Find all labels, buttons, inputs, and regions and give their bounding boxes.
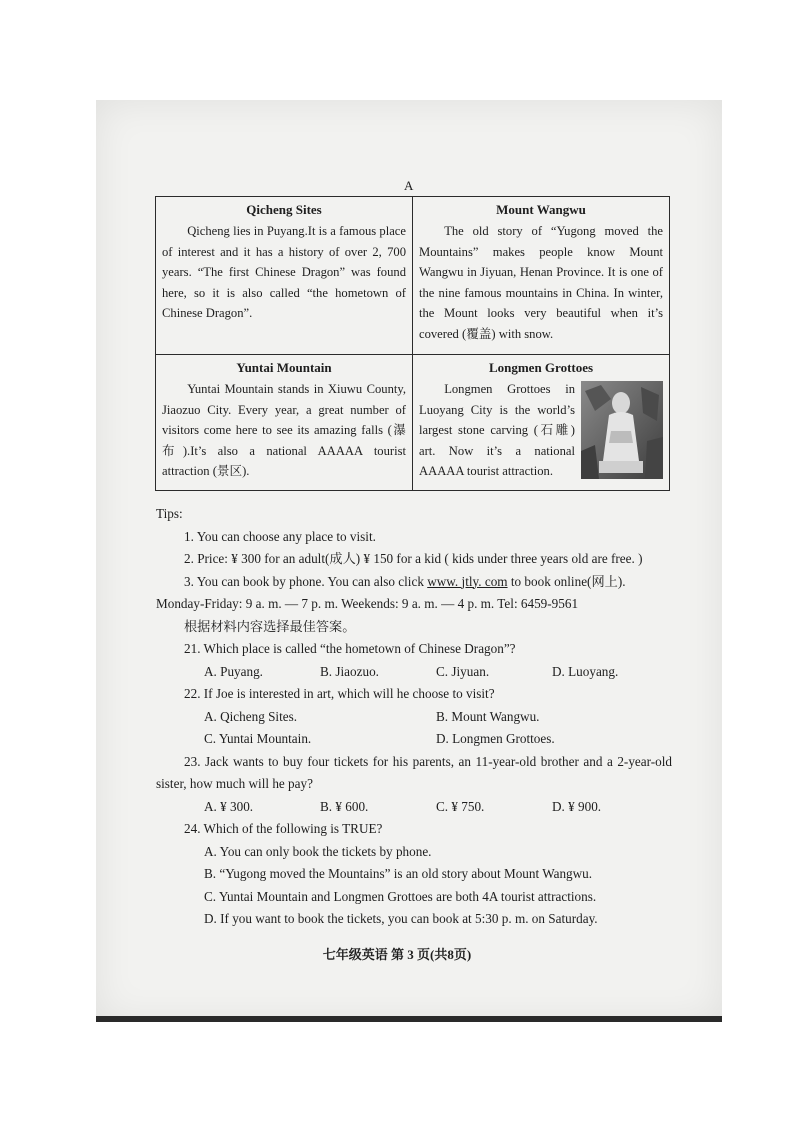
tip-3 [156, 571, 672, 594]
option: A. ¥ 300. [204, 798, 254, 814]
option: C. Jiyuan. [436, 663, 490, 679]
option: A. You can only book the tickets by phone. [204, 843, 432, 859]
section-label: A [404, 178, 414, 193]
options-21 [156, 661, 672, 684]
question-24: 24. Which of the following is TRUE? [184, 821, 383, 836]
tip-1: 1. You can choose any place to visit. [184, 528, 376, 544]
tips-heading: Tips: [156, 506, 183, 521]
question-21: 21. Which place is called “the hometown of Chinese Dragon”? [184, 641, 516, 656]
qicheng-body: Qicheng lies in Puyang.It is a famous place of interest and it has a history of over 2, 700 years. “The first Chinese Dragon” was found here, so it is also called “the hometown of Chinese Dragon”. [162, 224, 406, 320]
options-22b [156, 728, 672, 751]
yuntai-body: Yuntai Mountain stands in Xiuwu County, Jiaozuo City. Every year, a great number of visitors come here to see its amazing falls (瀑布).It’s also a national AAAAA tourist attraction (景区). [162, 382, 406, 478]
option: D. If you want to book the tickets, you can book at 5:30 p. m. on Saturday. [204, 911, 598, 926]
option: B. ¥ 600. [320, 798, 369, 814]
options-23 [156, 796, 672, 819]
questions-area [156, 503, 672, 931]
tip-3-tail: to book online(网上). [507, 573, 626, 589]
option: B. Jiaozuo. [320, 663, 379, 679]
option: D. Luoyang. [552, 663, 619, 679]
buddha-statue-photo [581, 381, 663, 479]
page-bottom-edge [96, 1016, 722, 1022]
cell-longmen [413, 355, 670, 491]
option: C. Yuntai Mountain. [204, 731, 312, 746]
cell-wangwu [413, 197, 670, 355]
longmen-title: Longmen Grottoes [488, 360, 594, 375]
tip-2: 2. Price: ¥ 300 for an adult(成人) ¥ 150 for a kid ( kids under three years old are free. ) [184, 551, 643, 566]
question-22: 22. If Joe is interested in art, which will he choose to visit? [184, 686, 495, 701]
attractions-table [155, 196, 670, 491]
option: D. Longmen Grottoes. [436, 731, 555, 746]
longmen-body: Longmen Grottoes in Luoyang City is the world’s largest stone carving (石雕) art. Now it’s a national AAAAA tourist attraction. [419, 382, 575, 478]
opening-hours: Monday-Friday: 9 a. m. — 7 p. m. Weekends: 9 a. m. — 4 p. m. Tel: 6459-9561 [156, 596, 579, 611]
option: A. Puyang. [204, 663, 263, 679]
option: B. “Yugong moved the Mountains” is an old story about Mount Wangwu. [204, 866, 593, 881]
qicheng-title: Qicheng Sites [246, 202, 322, 217]
option: C. Yuntai Mountain and Longmen Grottoes are both 4A tourist attractions. [204, 888, 597, 904]
question-23: 23. Jack wants to buy four tickets for his parents, an 11-year-old brother and a 2-year-old sister, how much will he pay? [156, 753, 672, 791]
cell-yuntai [156, 355, 413, 491]
options-22a [156, 706, 672, 729]
option: D. ¥ 900. [552, 798, 602, 814]
tip-3-text: 3. You can book by phone. You can also click [184, 573, 428, 589]
instruction: 根据材料内容选择最佳答案。 [184, 618, 356, 634]
wangwu-title: Mount Wangwu [496, 202, 586, 217]
booking-link[interactable]: www. jtly. com [427, 573, 508, 589]
page-footer: 七年级英语 第 3 页(共8页) [322, 947, 472, 962]
yuntai-title: Yuntai Mountain [236, 360, 332, 375]
cell-qicheng [156, 197, 413, 355]
wangwu-body: The old story of “Yugong moved the Mountains” makes people know Mount Wangwu in Jiyuan, Henan Province. It is one of the nine famous mountains in China. In winter, the Mount looks very beautiful when it’s covered (覆盖) with snow. [419, 224, 663, 341]
option: B. Mount Wangwu. [436, 708, 540, 724]
option: C. ¥ 750. [436, 798, 485, 814]
option: A. Qicheng Sites. [204, 708, 298, 724]
